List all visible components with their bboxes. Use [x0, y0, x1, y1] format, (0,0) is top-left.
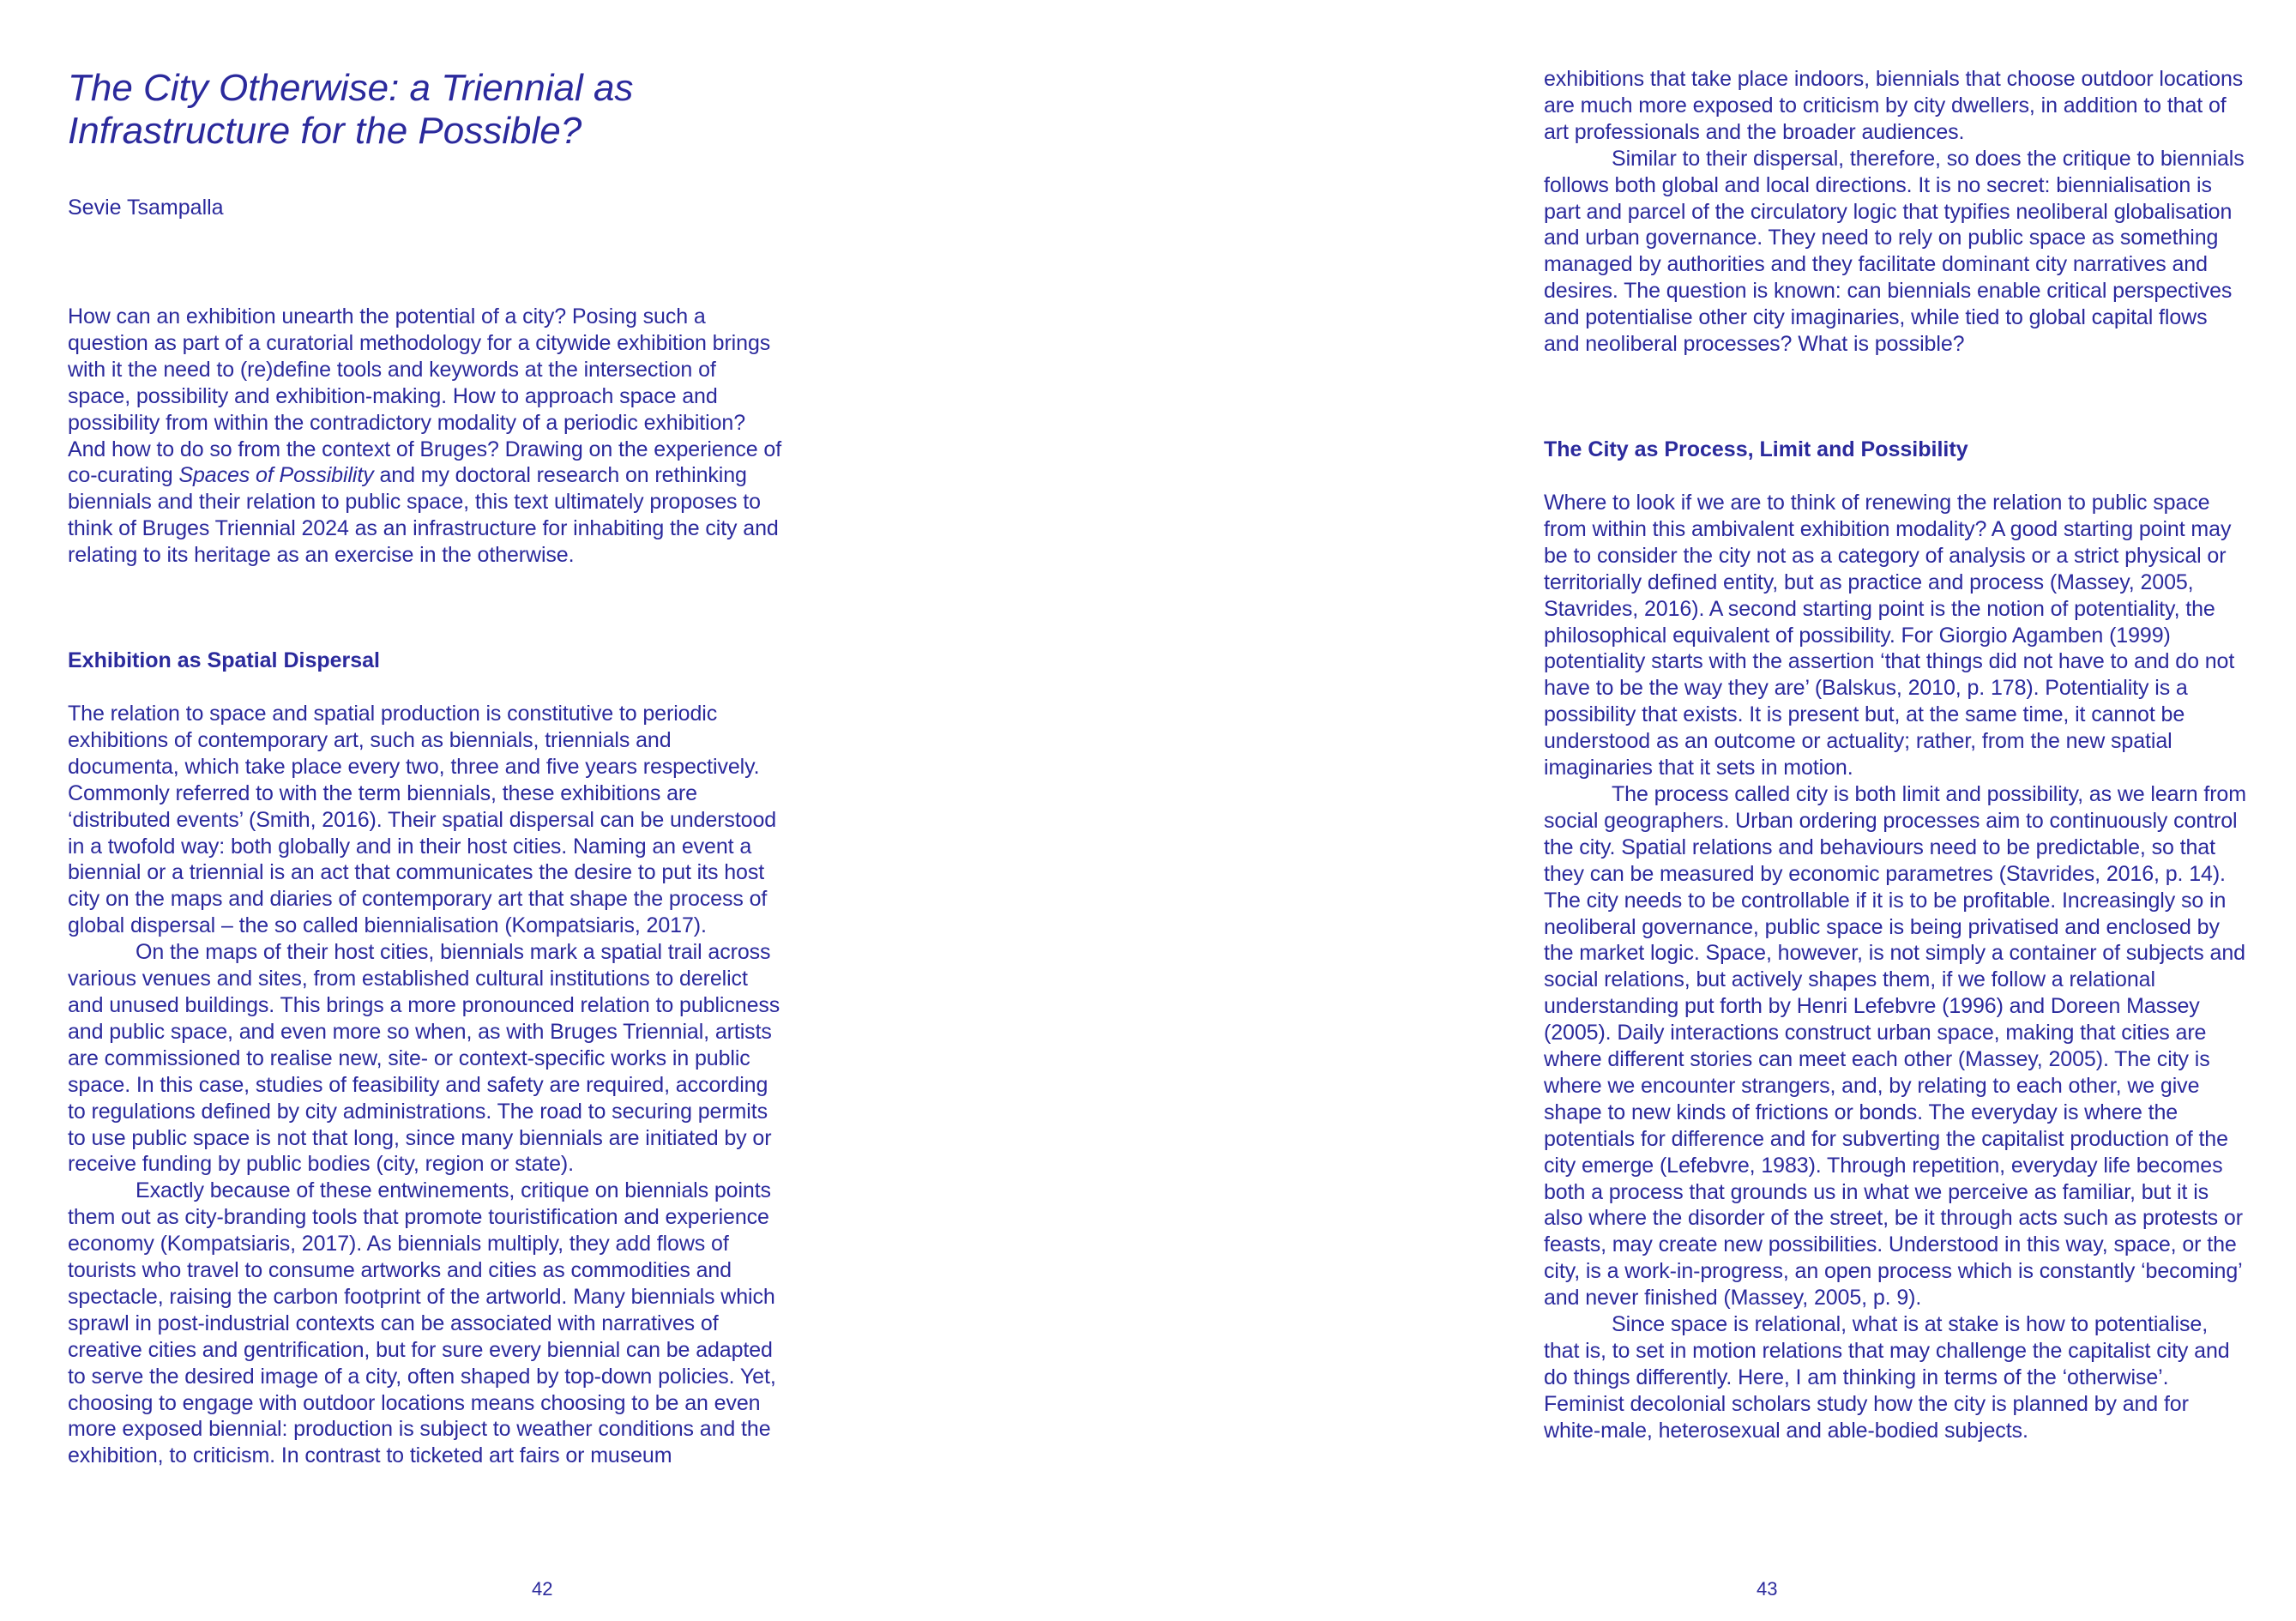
paragraph: exhibitions that take place indoors, biennials that choose outdoor locations are much more exposed to criticism by city dwellers, in addition to that of art professionals and the broader audiences. — [1544, 67, 2244, 144]
paragraph: The process called city is both limit and possibility, as we learn from social geographers. Urban ordering processes aim to continuously control the city. Spatial relations and behaviours need to be predictable, so that they can be measured by economic parametres (Stavrides, 2016, p. 14). The city needs to be controllable if it is to be profitable. Increasingly so in neoliberal governance, public space is being privatised and enclosed by the market logic. Space, however, is not simply a container of subjects and social relations, but actively shapes them, if we follow a relational understanding put forth by Henri Lefebvre (1996) and Doreen Massey (2005). Daily interactions construct urban space, making that cities are where different stories can meet each other (Massey, 2005). The city is where we encounter strangers, and, by relating to each other, we give shape to new kinds of frictions or bonds. The everyday is where the potentials for difference and for subverting the capitalist production of the city emerge (Lefebvre, 1983). Through repetition, everyday life becomes both a process that grounds us in what we perceive as familiar, but it is also where the disorder of the street, be it through acts such as protests or feasts, may create new possibilities. Understood in this way, space, or the city, is a work-in-progress, an open process which is constantly ‘becoming’ and never finished (Massey, 2005, p. 9). — [1544, 781, 2246, 1311]
section-heading: Exhibition as Spatial Dispersal — [68, 648, 381, 672]
page-number: 42 — [532, 1578, 553, 1600]
author-name: Sevie Tsampalla — [68, 196, 224, 220]
intro-paragraph: How can an exhibition unearth the potential of a city? Posing such a question as part of a curatorial methodology for a citywide exhibition brings with it the need to (re)define tools and keywords at the intersection of space, possibility and exhibition-making. How to approach space and possibility from within the contradictory modality of a periodic exhibition? And how to do so from the context of Bruges? Drawing on the experience of co-curating Spaces of Possibility and my doctoral research on rethinking biennials and their relation to public space, this text ultimately proposes to think of Bruges Triennial 2024 as an infrastructure for inhabiting the city and relating to its heritage as an exercise in the otherwise. — [68, 304, 782, 568]
paragraph: Similar to their dispersal, therefore, so does the critique to biennials follows both global and local directions. It is no secret: biennialisation is part and parcel of the circulatory logic that typifies neoliberal globalisation and urban governance. They need to rely on public space as something managed by authorities and they facilitate dominant city narratives and desires. The question is known: can biennials enable critical perspectives and potentialise other city imaginaries, while tied to global capital flows and neoliberal processes? What is possible? — [1544, 146, 2245, 357]
paragraph: Since space is relational, what is at stake is how to potentialise, that is, to set in motion relations that may challenge the capitalist city and do things differently. Here, I am thinking in terms of the ‘otherwise’. Feminist decolonial scholars study how the city is planned by and for white-male, heterosexual and able-bodied subjects. — [1544, 1312, 2230, 1443]
section-heading: The City as Process, Limit and Possibility — [1544, 437, 1968, 461]
article-title: The City Otherwise: a Triennial as Infrastructure for the Possible? — [68, 67, 634, 152]
paragraph: On the maps of their host cities, biennials mark a spatial trail across various venues and sites, from established cultural institutions to derelict and unused buildings. This brings a more pronounced relation to publicness and public space, and even more so when, as with Bruges Triennial, artists are commissioned to realise new, site- or context-specific works in public space. In this case, studies of feasibility and safety are required, according to regulations defined by city administrations. The road to securing permits to use public space is not that long, since many biennials are initiated by or receive funding by public bodies (city, region or state). — [68, 940, 780, 1177]
page-number: 43 — [1757, 1578, 1778, 1600]
paragraph: The relation to space and spatial production is constitutive to periodic exhibitions of contemporary art, such as biennials, triennials and documenta, which take place every two, three and five years respectively. Commonly referred to with the term biennials, these exhibitions are ‘distributed events’ (Smith, 2016). Their spatial dispersal can be understood in a twofold way: both globally and in their host cities. Naming an event a biennial or a triennial is an act that communicates the desire to put its host city on the maps and diaries of contemporary art that shape the process of global dispersal – the so called biennialisation (Kompatsiaris, 2017). — [68, 702, 777, 938]
section-body — [1544, 490, 2247, 1444]
continued-text — [1544, 66, 2247, 358]
paragraph: Where to look if we are to think of renewing the relation to public space from within this ambivalent exhibition modality? A good starting point may be to consider the city not as a category of analysis or a strict physical or territorially defined entity, but as practice and process (Massey, 2005, Stavrides, 2016). A second starting point is the notion of potentiality, the philosophical equivalent of possibility. For Giorgio Agamben (1999) potentiality starts with the assertion ‘that things did not have to and do not have to be the way they are’ (Balskus, 2010, p. 178). Potentiality is a possibility that exists. It is present but, at the same time, it cannot be understood as an outcome or actuality; rather, from the new spatial imaginaries that it sets in motion. — [1544, 491, 2235, 780]
paragraph: Exactly because of these entwinements, critique on biennials points them out as city-branding tools that promote touristification and experience economy (Kompatsiaris, 2017). As biennials multiply, they add flows of tourists who travel to consume artworks and cities as commodities and spectacle, raising the carbon footprint of the artworld. Many biennials which sprawl in post-industrial contexts can be associated with narratives of creative cities and gentrification, but for sure every biennial can be adapted to serve the desired image of a city, often shaped by top-down policies. Yet, choosing to engage with outdoor locations means choosing to be an even more exposed biennial: production is subject to weather conditions and the exhibition, to criticism. In contrast to ticketed art fairs or museum — [68, 1178, 776, 1468]
section-body — [68, 701, 784, 1469]
right-page — [1148, 0, 2296, 1621]
intro-italic-title: Spaces of Possibility — [178, 463, 374, 488]
